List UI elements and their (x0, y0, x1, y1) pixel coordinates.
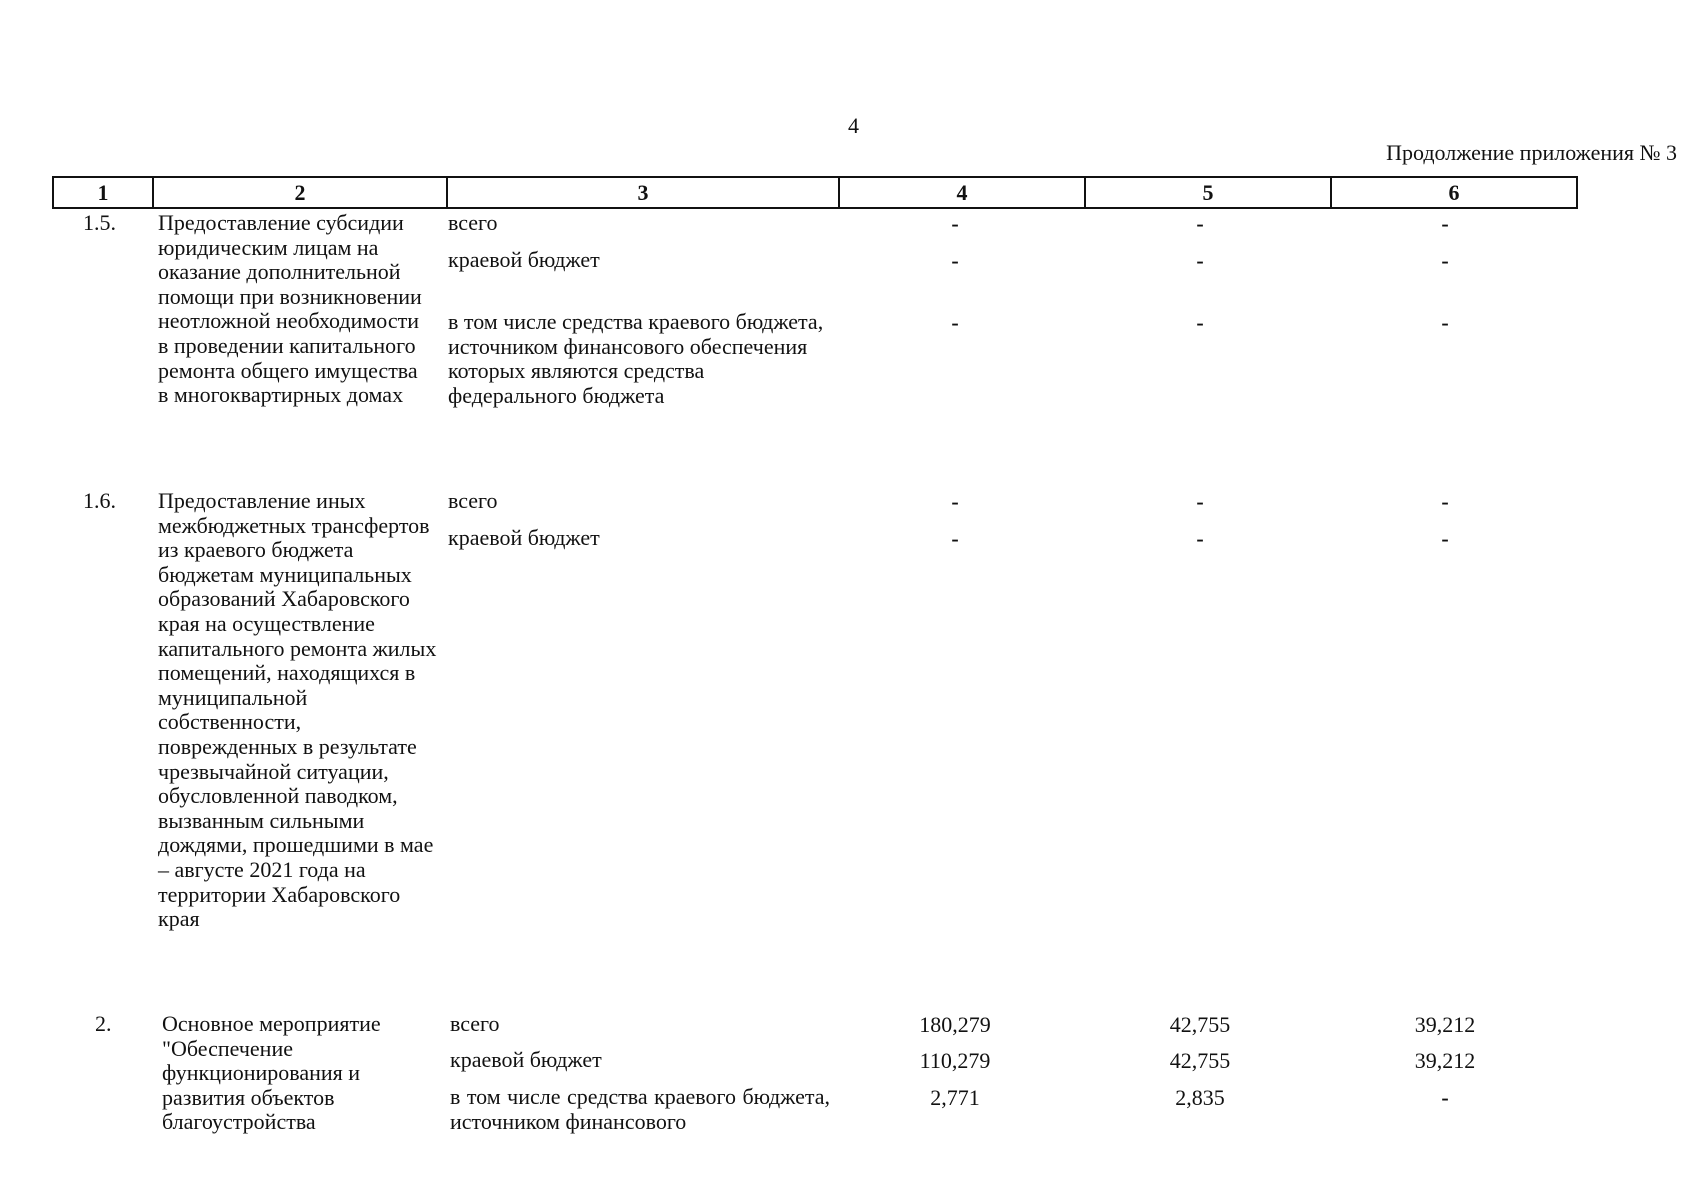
row-number: 1.6. (83, 488, 116, 513)
value-col5: - (1196, 489, 1204, 514)
row-number: 1.5. (83, 210, 116, 235)
measure-name: Предоставление субсидии юридическим лицам на оказание дополнительной помощи при возникновении неотложной необходимости в проведении капитального ремонта общего имущества в многоквартирных домах (158, 210, 422, 408)
value-col5: 42,755 (1169, 1012, 1231, 1037)
value-col4: - (951, 211, 959, 236)
value-col6: - (1441, 1085, 1449, 1110)
column-header-5: 5 (1085, 177, 1331, 208)
value-col5: - (1196, 211, 1204, 236)
value-col6: - (1441, 248, 1449, 273)
value-col4: 2,771 (930, 1085, 980, 1110)
column-header-2: 2 (153, 177, 447, 208)
column-number-header (52, 176, 1578, 209)
value-col4: - (951, 310, 959, 335)
funding-source: в том числе средства краевого бюджета, источником финансового обеспечения которых являются средства федерального бюджета (448, 309, 824, 408)
value-col5: - (1196, 310, 1204, 335)
value-col5: 2,835 (1175, 1085, 1225, 1110)
value-col6: 39,212 (1414, 1048, 1476, 1073)
funding-source: краевой бюджет (450, 1047, 602, 1072)
funding-source: в том числе средства краевого бюджета, источником финансового (450, 1084, 830, 1134)
column-header-4: 4 (839, 177, 1085, 208)
value-col5: - (1196, 526, 1204, 551)
value-col4: - (951, 489, 959, 514)
value-col6: - (1441, 211, 1449, 236)
value-col5: 42,755 (1169, 1048, 1231, 1073)
funding-source: краевой бюджет (448, 525, 600, 550)
funding-source: всего (448, 210, 498, 235)
column-header-3: 3 (447, 177, 839, 208)
appendix-continuation-label: Продолжение приложения № 3 (1386, 140, 1677, 165)
value-col4: - (951, 526, 959, 551)
measure-name: Предоставление иных межбюджетных трансфертов из краевого бюджета бюджетам муниципальных образований Хабаровского края на осуществление капитального ремонта жилых помещений, находящихся в муниципальной собственности, поврежденных в результате чрезвычайной ситуации, обусловленной паводком, вызванным сильными дождями, прошедшими в мае – августе 2021 года на территории Хабаровского края (158, 488, 437, 932)
column-header-6: 6 (1331, 177, 1577, 208)
column-header-1: 1 (53, 177, 153, 208)
value-col6: - (1441, 310, 1449, 335)
row-number: 2. (95, 1011, 112, 1036)
funding-source: всего (448, 488, 498, 513)
value-col5: - (1196, 248, 1204, 273)
value-col6: - (1441, 526, 1449, 551)
value-col4: - (951, 248, 959, 273)
value-col4: 180,279 (919, 1012, 991, 1037)
funding-source: краевой бюджет (448, 247, 600, 272)
page-number: 4 (848, 113, 859, 138)
funding-source: всего (450, 1011, 500, 1036)
value-col6: - (1441, 489, 1449, 514)
value-col6: 39,212 (1414, 1012, 1476, 1037)
value-col4: 110,279 (919, 1048, 991, 1073)
measure-name: Основное мероприятие "Обеспечение функционирования и развития объектов благоустройства (162, 1011, 381, 1135)
